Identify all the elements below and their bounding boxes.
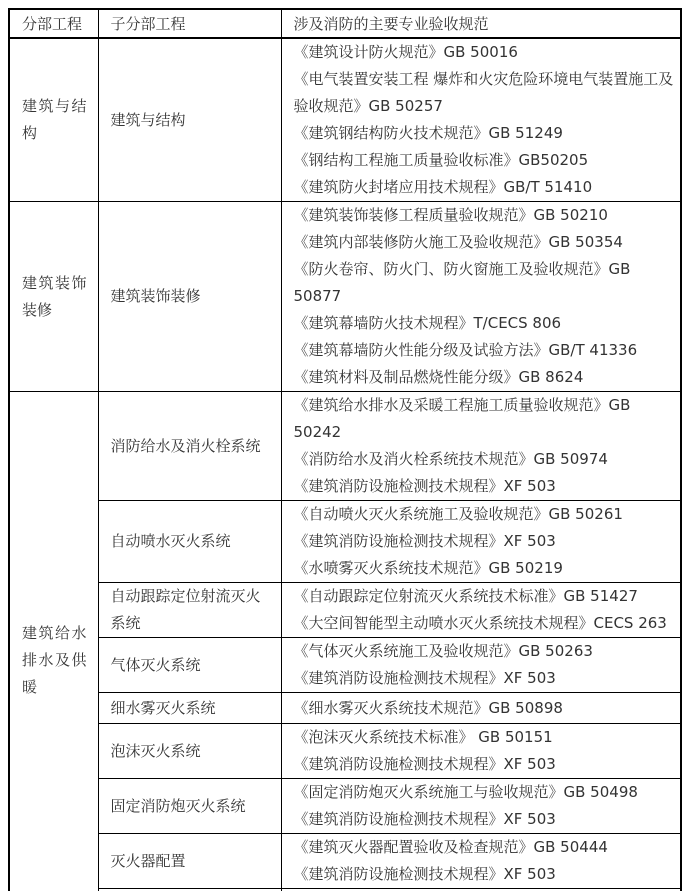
table-row — [9, 501, 681, 583]
standard-item: 《建筑消防设施检测技术规程》XF 503 — [293, 755, 556, 773]
standard-item: 《泡沫灭火系统技术标准》 GB 50151 — [293, 728, 553, 746]
table-row — [9, 779, 681, 834]
standards-cell — [281, 779, 681, 834]
table-row — [9, 693, 681, 724]
subdivision-cell — [98, 392, 281, 501]
header-division: 分部工程 — [9, 9, 98, 38]
subdivision-cell — [98, 583, 281, 638]
standard-item: 《固定消防炮灭火系统施工与验收规范》GB 50498 — [293, 783, 638, 801]
table-row — [9, 724, 681, 779]
standard-item: 《气体灭火系统施工及验收规范》GB 50263 — [293, 642, 593, 660]
subdivision-cell — [98, 724, 281, 779]
division-label: 建筑装饰装修 — [22, 273, 87, 319]
division-label: 建筑与结构 — [22, 97, 87, 142]
standard-item: 《建筑内部装修防火施工及验收规范》GB 50354 — [293, 233, 623, 251]
standards-cell — [281, 724, 681, 779]
standard-item: 《建筑设计防火规范》GB 50016 — [293, 43, 518, 61]
subdivision-cell — [98, 501, 281, 583]
subdivision-label: 细水雾灭火系统 — [110, 698, 216, 717]
table-row — [9, 392, 681, 501]
subdivision-cell — [98, 834, 281, 889]
standards-cell — [281, 583, 681, 638]
subdivision-cell — [98, 202, 281, 392]
standard-item: 《大空间智能型主动喷水灭火系统技术规程》CECS 263 — [293, 614, 667, 632]
standard-item: 《建筑幕墙防火性能分级及试验方法》GB/T 41336 — [293, 341, 638, 359]
standards-cell — [281, 501, 681, 583]
standard-item: 《建筑消防设施检测技术规程》XF 503 — [293, 810, 556, 828]
header-standards: 涉及消防的主要专业验收规范 — [281, 9, 681, 38]
fire-acceptance-spec-table — [8, 8, 682, 891]
standard-item: 《自动跟踪定位射流灭火系统技术标准》GB 51427 — [293, 587, 638, 605]
subdivision-label: 泡沫灭火系统 — [110, 741, 201, 760]
standards-cell — [281, 834, 681, 889]
standard-item: 《细水雾灭火系统技术规范》GB 50898 — [293, 698, 563, 717]
table-row — [9, 834, 681, 889]
standard-item: 《电气装置安装工程 爆炸和火灾危险环境电气装置施工及验收规范》GB 50257 — [293, 70, 674, 115]
standards-cell — [281, 202, 681, 392]
header-subdivision: 子分部工程 — [98, 9, 281, 38]
subdivision-cell — [98, 693, 281, 724]
standard-item: 《消防给水及消火栓系统技术规范》GB 50974 — [293, 450, 608, 468]
standard-item: 《建筑消防设施检测技术规程》XF 503 — [293, 532, 556, 550]
table-row — [9, 202, 681, 392]
standard-item: 《建筑材料及制品燃烧性能分级》GB 8624 — [293, 368, 584, 386]
table-row — [9, 638, 681, 693]
table-row — [9, 38, 681, 202]
standard-item: 《自动喷火灭火系统施工及验收规范》GB 50261 — [293, 505, 623, 523]
standards-cell — [281, 38, 681, 202]
standard-item: 《建筑给水排水及采暖工程施工质量验收规范》GB 50242 — [293, 396, 631, 441]
division-cell — [9, 392, 98, 891]
standard-item: 《建筑消防设施检测技术规程》XF 503 — [293, 669, 556, 687]
subdivision-label: 消防给水及消火栓系统 — [110, 436, 261, 455]
division-label: 建筑给水排水及供暖 — [22, 624, 87, 696]
table-row — [9, 583, 681, 638]
subdivision-label: 建筑装饰装修 — [110, 287, 201, 305]
standard-item: 《建筑幕墙防火技术规程》T/CECS 806 — [293, 314, 562, 332]
table-header-row — [9, 9, 681, 38]
subdivision-cell — [98, 38, 281, 202]
subdivision-label: 固定消防炮灭火系统 — [110, 796, 246, 815]
division-cell — [9, 38, 98, 202]
standard-item: 《建筑装饰装修工程质量验收规范》GB 50210 — [293, 206, 608, 224]
standard-item: 《防火卷帘、防火门、防火窗施工及验收规范》GB 50877 — [293, 260, 631, 305]
standard-item: 《建筑消防设施检测技术规程》XF 503 — [293, 477, 556, 495]
standards-cell — [281, 392, 681, 501]
standard-item: 《钢结构工程施工质量验收标准》GB50205 — [293, 151, 589, 169]
subdivision-label: 建筑与结构 — [110, 110, 186, 129]
subdivision-label: 气体灭火系统 — [110, 655, 201, 674]
division-cell — [9, 202, 98, 392]
subdivision-label: 灭火器配置 — [110, 851, 186, 870]
subdivision-cell — [98, 638, 281, 693]
standard-item: 《建筑消防设施检测技术规程》XF 503 — [293, 865, 556, 883]
standards-cell — [281, 638, 681, 693]
standard-item: 《建筑灭火器配置验收及检查规范》GB 50444 — [293, 838, 608, 856]
standard-item: 《水喷雾灭火系统技术规范》GB 50219 — [293, 559, 563, 577]
standard-item: 《建筑防火封堵应用技术规程》GB/T 51410 — [293, 178, 593, 196]
subdivision-cell — [98, 779, 281, 834]
subdivision-label: 自动喷水灭火系统 — [110, 532, 231, 550]
subdivision-label: 自动跟踪定位射流灭火系统 — [110, 587, 261, 632]
standards-cell — [281, 693, 681, 724]
standard-item: 《建筑钢结构防火技术规范》GB 51249 — [293, 124, 563, 142]
